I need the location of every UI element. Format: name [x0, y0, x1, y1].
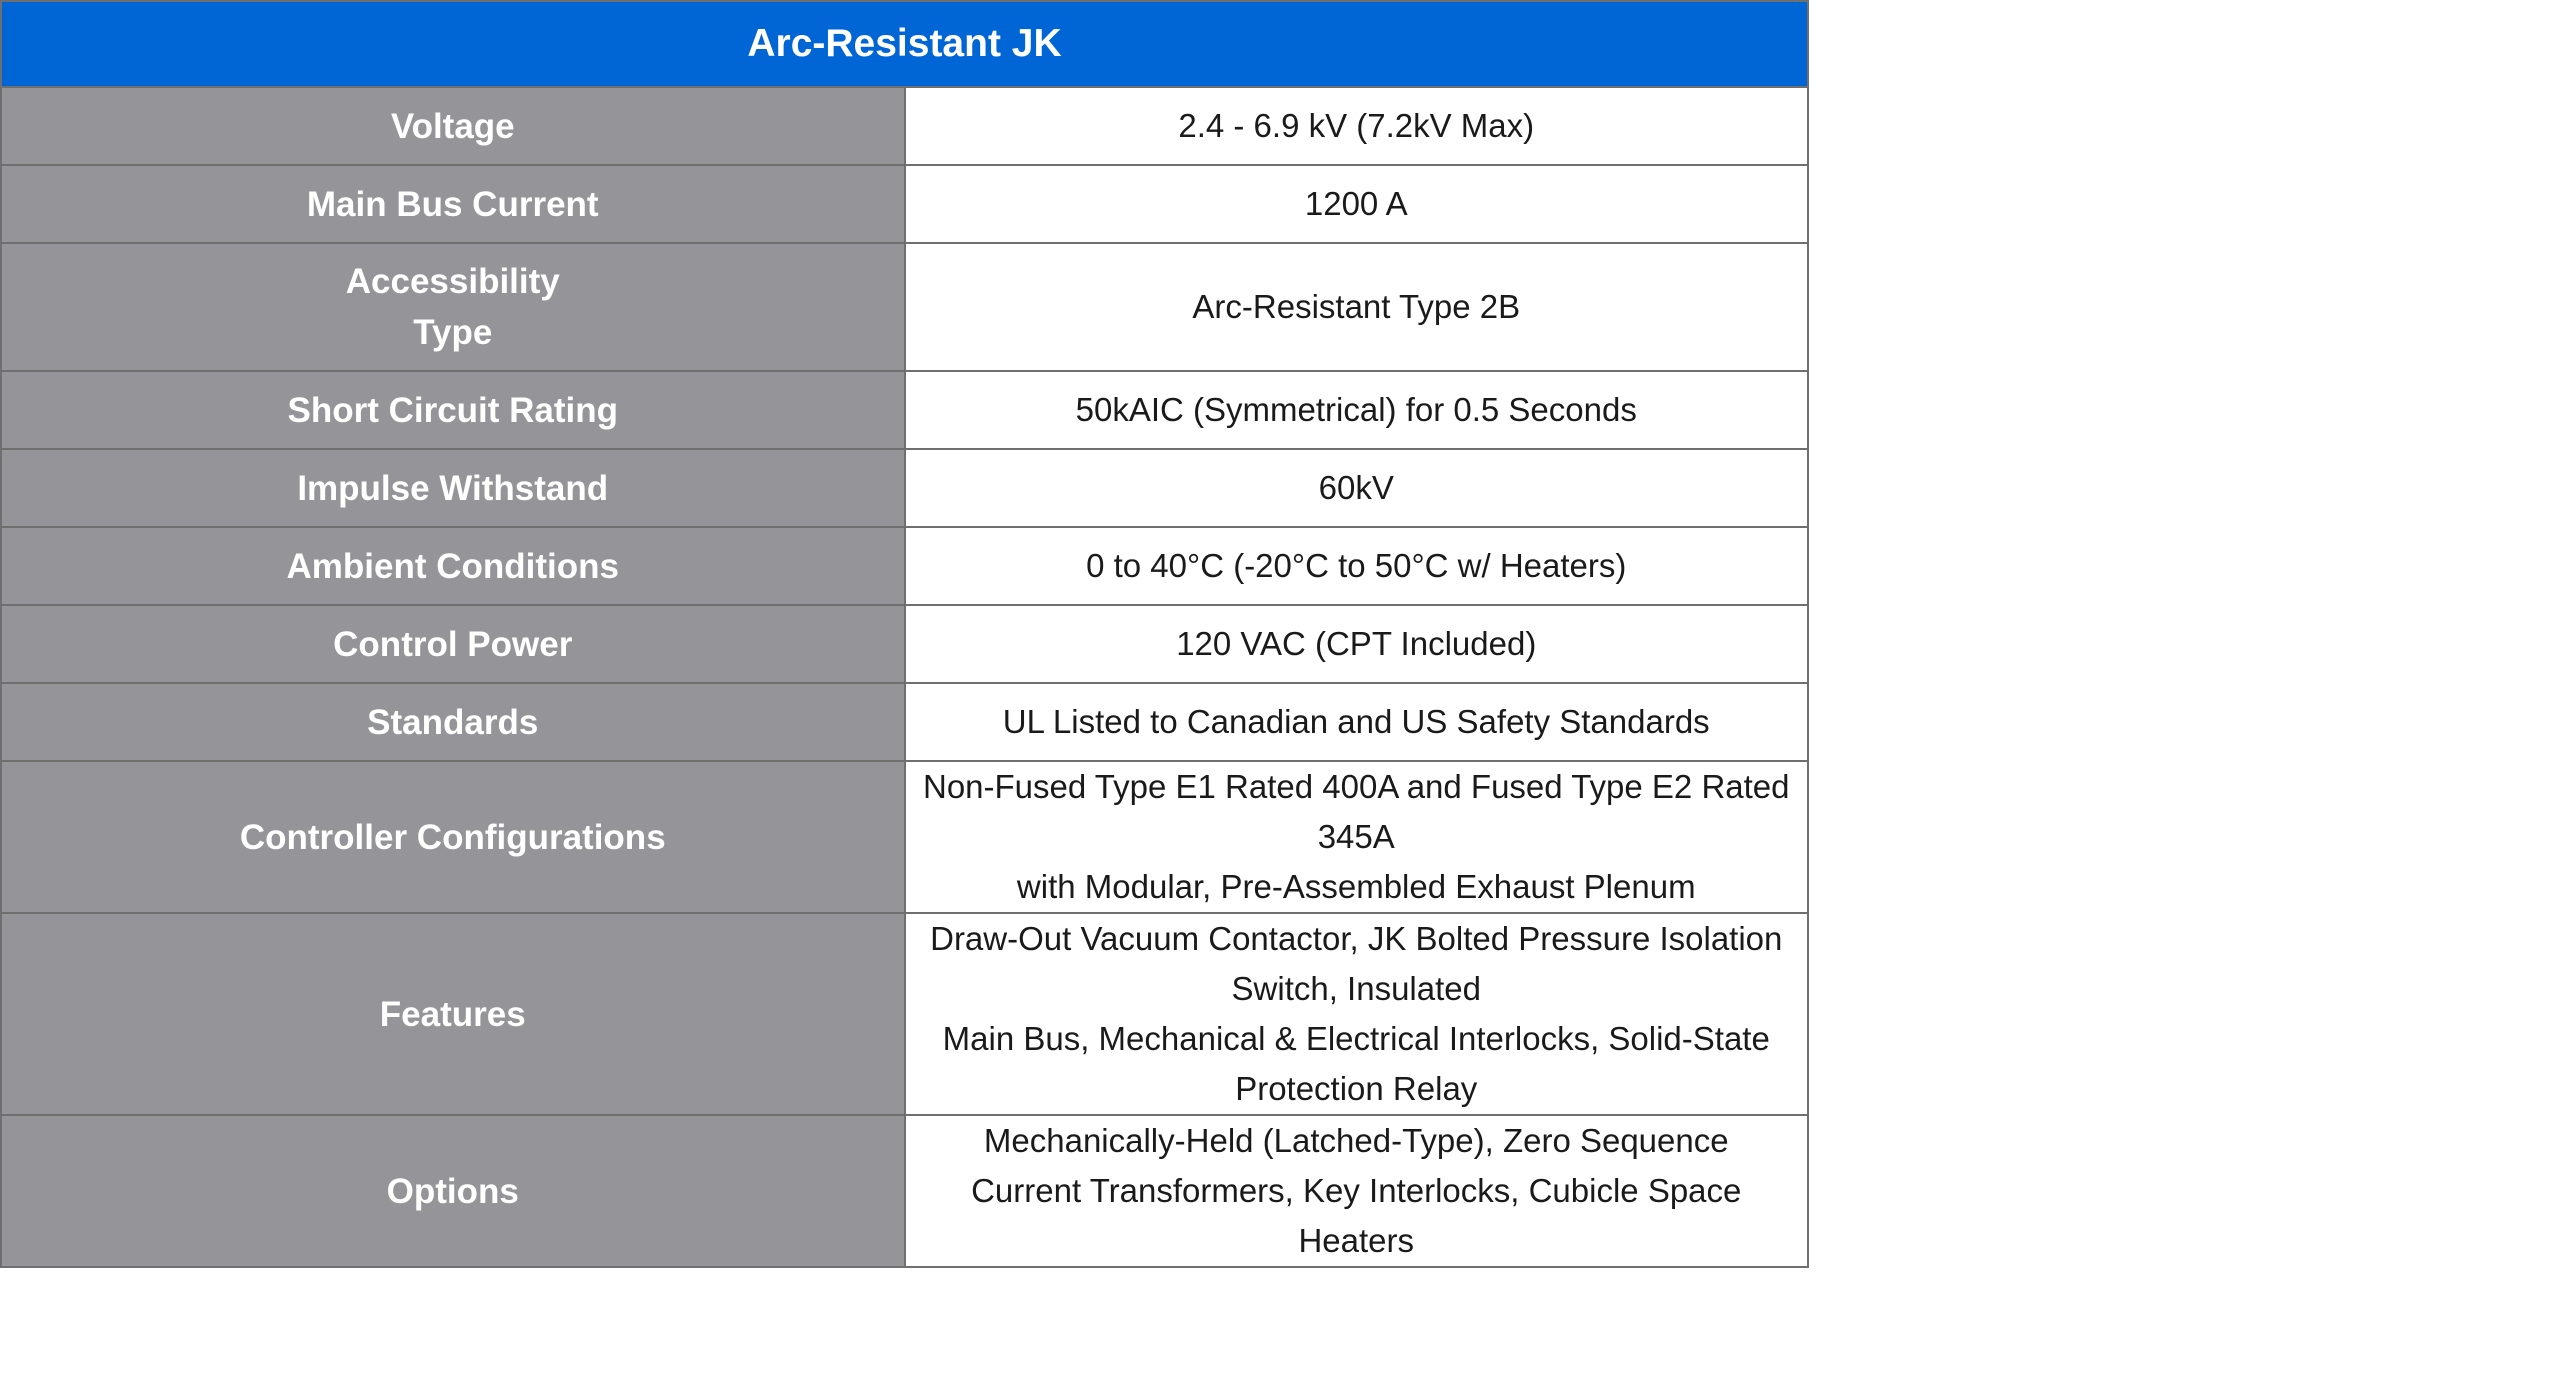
row-value	[905, 527, 1809, 605]
row-label	[1, 1115, 905, 1267]
row-label-line: Impulse Withstand	[297, 468, 609, 508]
row-value	[905, 761, 1809, 913]
row-label	[1, 913, 905, 1115]
row-label-line: Type	[413, 313, 493, 352]
row-value	[905, 605, 1809, 683]
row-label-line: Controller Configurations	[239, 817, 666, 857]
row-value-line: 1200 A	[1304, 185, 1408, 222]
row-value-line: with Modular, Pre-Assembled Exhaust Plenum	[1016, 868, 1696, 905]
table-row-control-power	[1, 605, 1808, 683]
row-label	[1, 449, 905, 527]
table-row-accessibility-type	[1, 243, 1808, 371]
row-value	[905, 165, 1809, 243]
row-label-line: Ambient Conditions	[286, 546, 619, 586]
table-row-impulse-withstand	[1, 449, 1808, 527]
row-value-line: Draw-Out Vacuum Contactor, JK Bolted Pressure Isolation Switch, Insulated	[930, 920, 1783, 1007]
row-value-line: 0 to 40°C (-20°C to 50°C w/ Heaters)	[1086, 547, 1627, 584]
row-label	[1, 683, 905, 761]
row-label-line: Features	[379, 994, 526, 1034]
table-row-standards	[1, 683, 1808, 761]
row-label-line: Standards	[367, 702, 539, 742]
row-value-line: Main Bus, Mechanical & Electrical Interlocks, Solid-State Protection Relay	[942, 1020, 1770, 1107]
row-value-line: 120 VAC (CPT Included)	[1176, 625, 1537, 662]
row-label	[1, 243, 905, 371]
row-label	[1, 527, 905, 605]
table-row-short-circuit-rating	[1, 371, 1808, 449]
row-value-line: 50kAIC (Symmetrical) for 0.5 Seconds	[1075, 391, 1637, 428]
row-label-line: Short Circuit Rating	[287, 390, 619, 430]
row-value-line: 60kV	[1318, 469, 1394, 506]
table-row-options	[1, 1115, 1808, 1267]
row-value-line: Mechanically-Held (Latched-Type), Zero Sequence	[983, 1122, 1729, 1159]
row-value	[905, 913, 1809, 1115]
row-value-line: Non-Fused Type E1 Rated 400A and Fused Type E2 Rated 345A	[922, 768, 1790, 855]
row-value	[905, 371, 1809, 449]
row-value	[905, 243, 1809, 371]
row-value	[905, 87, 1809, 165]
row-label-line: Control Power	[333, 624, 573, 664]
row-label-line: Options	[386, 1171, 519, 1211]
row-label	[1, 761, 905, 913]
row-label-line: Main Bus Current	[306, 184, 599, 224]
row-label-line: Accessibility	[345, 262, 560, 301]
row-value	[905, 449, 1809, 527]
row-label	[1, 87, 905, 165]
row-label	[1, 605, 905, 683]
row-value-line: Current Transformers, Key Interlocks, Cubicle Space Heaters	[971, 1172, 1742, 1259]
row-value	[905, 683, 1809, 761]
row-label-line: Voltage	[390, 106, 515, 146]
row-value-line: Arc-Resistant Type 2B	[1192, 288, 1521, 325]
table-row-voltage	[1, 87, 1808, 165]
table-row-controller-configurations	[1, 761, 1808, 913]
row-value-line: 2.4 - 6.9 kV (7.2kV Max)	[1178, 107, 1535, 144]
row-label	[1, 165, 905, 243]
table-row-main-bus-current	[1, 165, 1808, 243]
row-label	[1, 371, 905, 449]
table-row-features	[1, 913, 1808, 1115]
row-value	[905, 1115, 1809, 1267]
table-row-ambient-conditions	[1, 527, 1808, 605]
row-value-line: UL Listed to Canadian and US Safety Standards	[1002, 703, 1710, 740]
table-title-row	[1, 1, 1808, 87]
table-title: Arc-Resistant JK	[1, 1, 1808, 87]
